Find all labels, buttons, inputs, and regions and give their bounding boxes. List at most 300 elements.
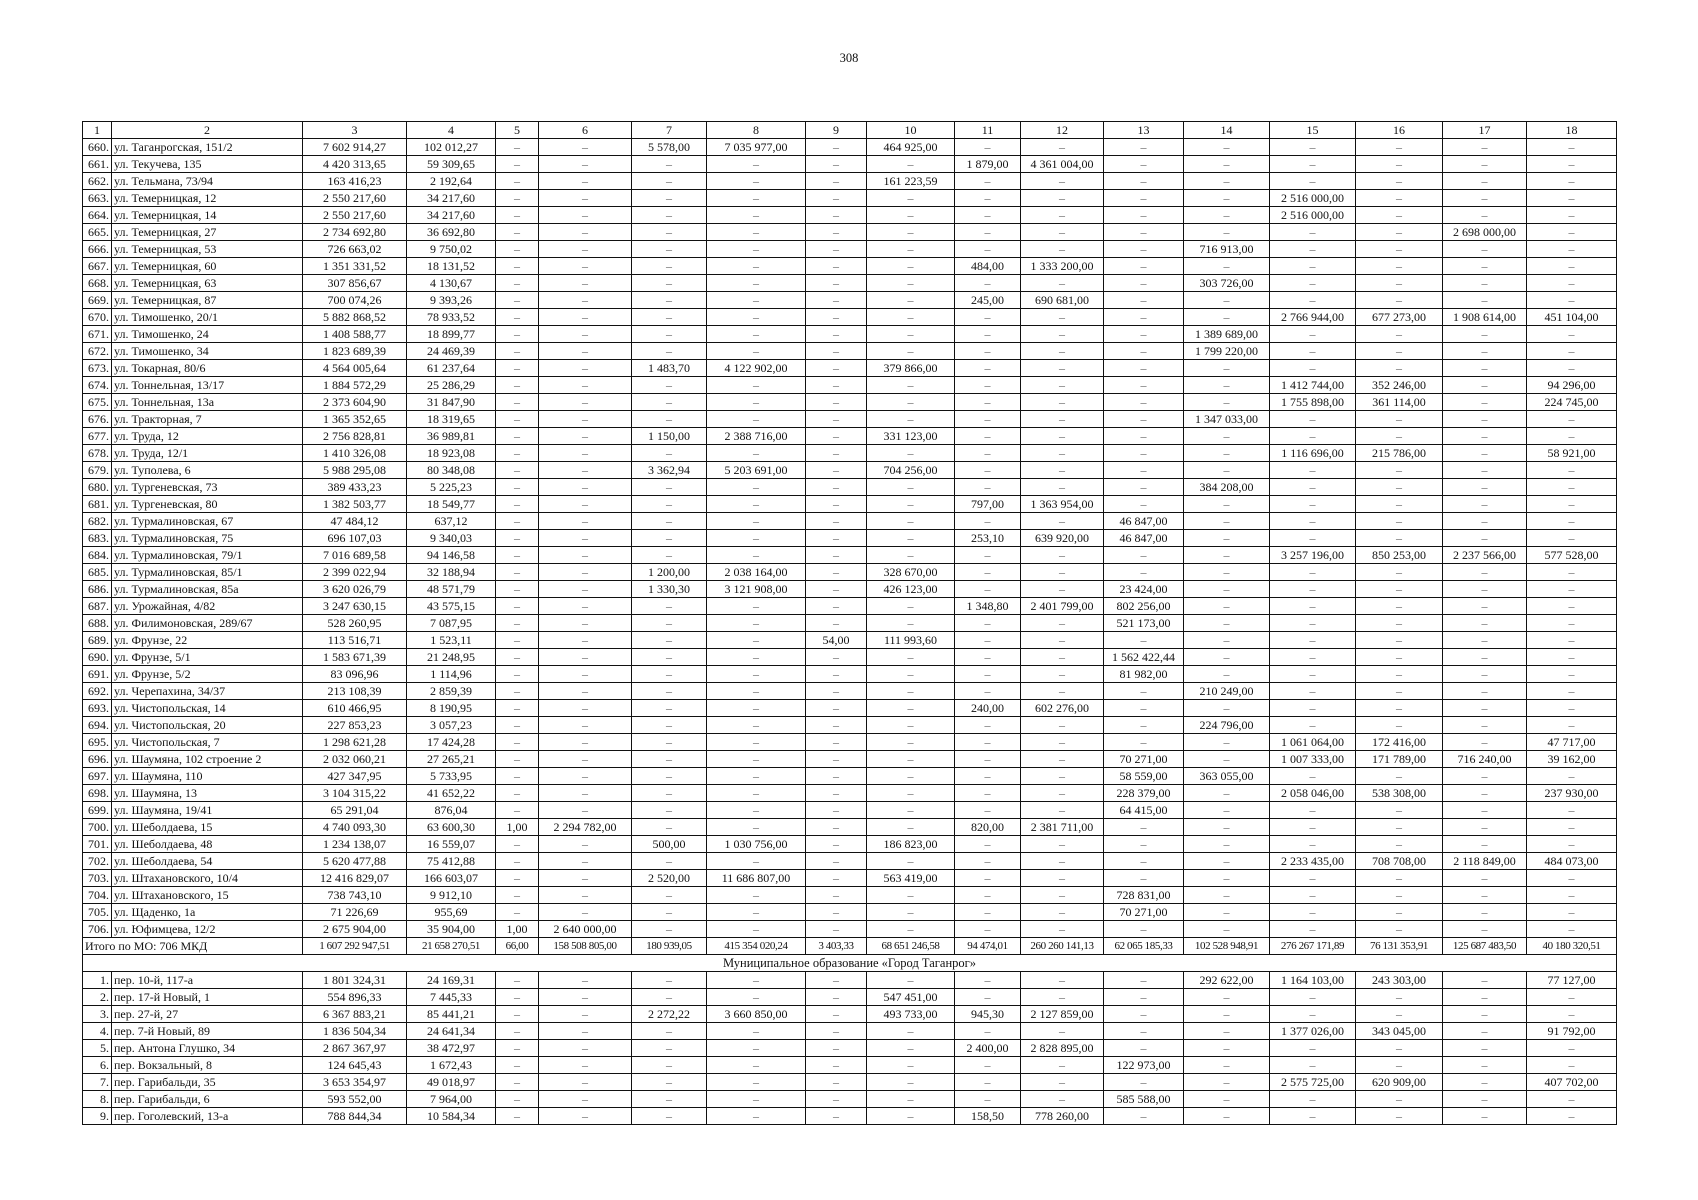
value-cell: 2 575 725,00 (1270, 1074, 1356, 1091)
value-cell: – (1021, 1074, 1104, 1091)
address-cell: ул. Шаумяна, 13 (112, 785, 303, 802)
value-cell: – (707, 666, 806, 683)
value-cell: 528 260,95 (303, 615, 407, 632)
value-cell: – (1356, 1091, 1443, 1108)
row-number-cell: 4. (83, 1023, 112, 1040)
value-cell: 2 640 000,00 (539, 921, 632, 938)
value-cell: – (1270, 564, 1356, 581)
address-cell: ул. Тимошенко, 20/1 (112, 309, 303, 326)
value-cell: – (806, 836, 867, 853)
address-cell: пер. Гоголевский, 13-а (112, 1108, 303, 1125)
value-cell: 639 920,00 (1021, 530, 1104, 547)
value-cell: 227 853,23 (303, 717, 407, 734)
value-cell: – (496, 853, 539, 870)
value-cell: – (539, 479, 632, 496)
value-cell: 554 896,33 (303, 989, 407, 1006)
value-cell: – (1356, 683, 1443, 700)
value-cell: – (632, 326, 707, 343)
value-cell: 18 549,77 (407, 496, 496, 513)
value-cell: – (632, 904, 707, 921)
value-cell: 9 393,26 (407, 292, 496, 309)
value-cell: – (1356, 802, 1443, 819)
value-cell: – (1104, 870, 1184, 887)
address-cell: ул. Тимошенко, 24 (112, 326, 303, 343)
value-cell: – (867, 207, 955, 224)
value-cell: – (496, 360, 539, 377)
column-header-13: 13 (1104, 122, 1184, 139)
value-cell: 1 483,70 (632, 360, 707, 377)
value-cell: – (1184, 734, 1270, 751)
value-cell: – (707, 343, 806, 360)
value-cell: – (1184, 700, 1270, 717)
value-cell: – (806, 904, 867, 921)
row-number-cell: 686. (83, 581, 112, 598)
value-cell: 32 188,94 (407, 564, 496, 581)
value-cell: 484 073,00 (1527, 853, 1617, 870)
value-cell: – (1356, 343, 1443, 360)
column-header-6: 6 (539, 122, 632, 139)
value-cell: – (1443, 581, 1527, 598)
value-cell: – (955, 632, 1021, 649)
row-number-cell: 8. (83, 1091, 112, 1108)
table-row (83, 513, 1617, 530)
value-cell: – (1527, 530, 1617, 547)
value-cell: – (539, 207, 632, 224)
value-cell: 1 234 138,07 (303, 836, 407, 853)
value-cell: – (1021, 972, 1104, 989)
value-cell: – (539, 717, 632, 734)
value-cell: – (539, 632, 632, 649)
value-cell: 158,50 (955, 1108, 1021, 1125)
value-cell: 7 016 689,58 (303, 547, 407, 564)
value-cell: 5 578,00 (632, 139, 707, 156)
value-cell: – (1184, 1023, 1270, 1040)
value-cell: – (806, 343, 867, 360)
value-cell: 54,00 (806, 632, 867, 649)
value-cell: – (955, 751, 1021, 768)
value-cell: – (539, 462, 632, 479)
value-cell: – (867, 921, 955, 938)
value-cell: – (1270, 768, 1356, 785)
value-cell: – (496, 173, 539, 190)
value-cell: – (806, 1023, 867, 1040)
value-cell: – (539, 292, 632, 309)
value-cell: – (1443, 989, 1527, 1006)
row-number-cell: 697. (83, 768, 112, 785)
value-cell: – (632, 547, 707, 564)
value-cell: – (1184, 173, 1270, 190)
value-cell: – (1527, 1091, 1617, 1108)
value-cell: – (632, 258, 707, 275)
value-cell: – (1021, 921, 1104, 938)
value-cell: – (1356, 989, 1443, 1006)
value-cell: 2 038 164,00 (707, 564, 806, 581)
value-cell: – (496, 632, 539, 649)
value-cell: – (955, 649, 1021, 666)
value-cell: – (806, 479, 867, 496)
value-cell: 2 058 046,00 (1270, 785, 1356, 802)
value-cell: 4 130,67 (407, 275, 496, 292)
value-cell: – (867, 190, 955, 207)
value-cell: – (1270, 598, 1356, 615)
value-cell: – (707, 887, 806, 904)
value-cell: – (1527, 836, 1617, 853)
value-cell: – (632, 649, 707, 666)
value-cell: – (1270, 649, 1356, 666)
value-cell: – (1104, 190, 1184, 207)
value-cell: 2 859,39 (407, 683, 496, 700)
value-cell: – (1443, 462, 1527, 479)
value-cell: – (707, 1023, 806, 1040)
value-cell: – (1443, 785, 1527, 802)
value-cell: – (707, 802, 806, 819)
value-cell: 955,69 (407, 904, 496, 921)
address-cell: ул. Шеболдаева, 48 (112, 836, 303, 853)
value-cell: – (1356, 292, 1443, 309)
value-cell: – (806, 802, 867, 819)
address-cell: ул. Турмалиновская, 85а (112, 581, 303, 598)
value-cell: – (1270, 292, 1356, 309)
value-cell: 24 469,39 (407, 343, 496, 360)
value-cell: – (1270, 1091, 1356, 1108)
value-cell: – (1356, 1040, 1443, 1057)
value-cell: – (632, 615, 707, 632)
table-row (83, 462, 1617, 479)
address-cell: пер. Антона Глушко, 34 (112, 1040, 303, 1057)
value-cell: 5 620 477,88 (303, 853, 407, 870)
address-cell: ул. Шеболдаева, 15 (112, 819, 303, 836)
value-cell: 36 989,81 (407, 428, 496, 445)
value-cell: – (707, 173, 806, 190)
value-cell: – (1021, 989, 1104, 1006)
value-cell: – (707, 224, 806, 241)
value-cell: – (1021, 462, 1104, 479)
value-cell: 9 912,10 (407, 887, 496, 904)
value-cell: 1 330,30 (632, 581, 707, 598)
value-cell: – (707, 479, 806, 496)
row-number-cell: 669. (83, 292, 112, 309)
value-cell: – (1104, 462, 1184, 479)
value-cell: 7 445,33 (407, 989, 496, 1006)
value-cell: – (1527, 224, 1617, 241)
table-row (83, 598, 1617, 615)
table-row (83, 887, 1617, 904)
value-cell: – (1443, 1040, 1527, 1057)
value-cell: 113 516,71 (303, 632, 407, 649)
value-cell: – (1527, 173, 1617, 190)
row-number-cell: 666. (83, 241, 112, 258)
value-cell: – (1356, 360, 1443, 377)
table-row (83, 445, 1617, 462)
value-cell: – (496, 887, 539, 904)
value-cell: – (1443, 972, 1527, 989)
value-cell: – (1356, 411, 1443, 428)
value-cell: 1 365 352,65 (303, 411, 407, 428)
table-row (83, 360, 1617, 377)
value-cell: – (1184, 887, 1270, 904)
value-cell: – (1184, 836, 1270, 853)
value-cell: 124 645,43 (303, 1057, 407, 1074)
value-cell: – (1443, 598, 1527, 615)
value-cell: 12 416 829,07 (303, 870, 407, 887)
value-cell: 71 226,69 (303, 904, 407, 921)
value-cell: – (1527, 496, 1617, 513)
value-cell: 31 847,90 (407, 394, 496, 411)
value-cell: 61 237,64 (407, 360, 496, 377)
value-cell: 6 367 883,21 (303, 1006, 407, 1023)
value-cell: 2 118 849,00 (1443, 853, 1527, 870)
address-cell: пер. Вокзальный, 8 (112, 1057, 303, 1074)
value-cell: – (707, 615, 806, 632)
value-cell: – (1104, 326, 1184, 343)
value-cell: 1 672,43 (407, 1057, 496, 1074)
value-cell: – (1104, 921, 1184, 938)
address-cell: ул. Таганрогская, 151/2 (112, 139, 303, 156)
row-number-cell: 667. (83, 258, 112, 275)
value-cell: – (539, 377, 632, 394)
value-cell: – (1527, 615, 1617, 632)
value-cell: 379 866,00 (867, 360, 955, 377)
row-number-cell: 670. (83, 309, 112, 326)
address-cell: ул. Темерницкая, 87 (112, 292, 303, 309)
value-cell: – (632, 734, 707, 751)
value-cell: 726 663,02 (303, 241, 407, 258)
value-cell: – (1184, 428, 1270, 445)
value-cell: – (496, 1074, 539, 1091)
column-header-16: 16 (1356, 122, 1443, 139)
value-cell: – (707, 768, 806, 785)
value-cell: – (632, 666, 707, 683)
value-cell: – (1527, 190, 1617, 207)
address-cell: ул. Турмалиновская, 67 (112, 513, 303, 530)
value-cell: 1 347 033,00 (1184, 411, 1270, 428)
value-cell: – (1527, 581, 1617, 598)
value-cell: – (955, 836, 1021, 853)
value-cell: – (1021, 836, 1104, 853)
address-cell: ул. Филимоновская, 289/67 (112, 615, 303, 632)
column-header-18: 18 (1527, 122, 1617, 139)
address-cell: ул. Тургеневская, 73 (112, 479, 303, 496)
value-cell: – (1443, 479, 1527, 496)
value-cell: 292 622,00 (1184, 972, 1270, 989)
value-cell: – (632, 190, 707, 207)
value-cell: – (496, 1057, 539, 1074)
value-cell: – (1021, 479, 1104, 496)
value-cell: 25 286,29 (407, 377, 496, 394)
value-cell: – (496, 462, 539, 479)
value-cell: – (1184, 581, 1270, 598)
value-cell: – (1104, 547, 1184, 564)
value-cell: – (1356, 530, 1443, 547)
value-cell: – (1021, 1057, 1104, 1074)
value-cell: – (1270, 258, 1356, 275)
value-cell: – (1021, 785, 1104, 802)
value-cell: – (1356, 615, 1443, 632)
value-cell: – (867, 853, 955, 870)
value-cell: 1 801 324,31 (303, 972, 407, 989)
value-cell: – (1270, 496, 1356, 513)
value-cell: – (539, 700, 632, 717)
value-cell: 521 173,00 (1104, 615, 1184, 632)
value-cell: – (806, 649, 867, 666)
value-cell: – (539, 734, 632, 751)
value-cell: – (867, 411, 955, 428)
value-cell: – (1104, 360, 1184, 377)
value-cell: – (707, 275, 806, 292)
table-row (83, 258, 1617, 275)
value-cell: – (707, 377, 806, 394)
address-cell: ул. Текучева, 135 (112, 156, 303, 173)
value-cell: – (1021, 768, 1104, 785)
value-cell: – (1184, 751, 1270, 768)
address-cell: ул. Урожайная, 4/82 (112, 598, 303, 615)
value-cell: – (1270, 802, 1356, 819)
value-cell: – (1104, 1074, 1184, 1091)
table-row (83, 173, 1617, 190)
value-cell: – (632, 598, 707, 615)
address-cell: ул. Тоннельная, 13/17 (112, 377, 303, 394)
value-cell: 70 271,00 (1104, 751, 1184, 768)
value-cell: – (955, 360, 1021, 377)
address-cell: ул. Чистопольская, 7 (112, 734, 303, 751)
row-number-cell: 696. (83, 751, 112, 768)
value-cell: – (1021, 445, 1104, 462)
table-row (83, 768, 1617, 785)
value-cell: 1 884 572,29 (303, 377, 407, 394)
value-cell: – (1021, 309, 1104, 326)
value-cell: – (1527, 989, 1617, 1006)
value-cell: – (1104, 156, 1184, 173)
value-cell: 464 925,00 (867, 139, 955, 156)
value-cell: 1 583 671,39 (303, 649, 407, 666)
value-cell: – (539, 1057, 632, 1074)
value-cell: – (496, 377, 539, 394)
value-cell: – (806, 734, 867, 751)
section-header-row (83, 955, 1617, 972)
value-cell: 18 899,77 (407, 326, 496, 343)
value-cell: – (1270, 870, 1356, 887)
value-cell: – (867, 394, 955, 411)
value-cell: – (707, 819, 806, 836)
value-cell: – (1021, 802, 1104, 819)
value-cell: – (955, 768, 1021, 785)
value-cell: – (632, 156, 707, 173)
value-cell: – (496, 870, 539, 887)
value-cell: – (1356, 768, 1443, 785)
value-cell: – (955, 853, 1021, 870)
total-value-cell: 3 403,33 (806, 938, 867, 955)
value-cell: 224 796,00 (1184, 717, 1270, 734)
value-cell: 1 562 422,44 (1104, 649, 1184, 666)
value-cell: – (1021, 513, 1104, 530)
row-number-cell: 5. (83, 1040, 112, 1057)
value-cell: 83 096,96 (303, 666, 407, 683)
section-title: Муниципальное образование «Город Таганрог» (83, 955, 1617, 972)
value-cell: – (1184, 802, 1270, 819)
value-cell: – (1527, 462, 1617, 479)
value-cell: – (867, 700, 955, 717)
value-cell: – (496, 479, 539, 496)
value-cell: – (1356, 649, 1443, 666)
value-cell: 500,00 (632, 836, 707, 853)
value-cell: 343 045,00 (1356, 1023, 1443, 1040)
table-row (83, 853, 1617, 870)
row-number-cell: 680. (83, 479, 112, 496)
value-cell: – (632, 275, 707, 292)
value-cell: – (707, 394, 806, 411)
table-row (83, 207, 1617, 224)
value-cell: – (1021, 564, 1104, 581)
value-cell: – (1021, 1023, 1104, 1040)
address-cell: ул. Черепахина, 34/37 (112, 683, 303, 700)
value-cell: 3 660 850,00 (707, 1006, 806, 1023)
value-cell: 166 603,07 (407, 870, 496, 887)
address-cell: ул. Турмалиновская, 79/1 (112, 547, 303, 564)
value-cell: 2 550 217,60 (303, 207, 407, 224)
value-cell: 361 114,00 (1356, 394, 1443, 411)
value-cell: 2 373 604,90 (303, 394, 407, 411)
value-cell: – (1184, 649, 1270, 666)
value-cell: 215 786,00 (1356, 445, 1443, 462)
value-cell: 46 847,00 (1104, 513, 1184, 530)
value-cell: – (1356, 700, 1443, 717)
value-cell: – (496, 785, 539, 802)
value-cell: 35 904,00 (407, 921, 496, 938)
value-cell: – (1104, 309, 1184, 326)
value-cell: – (1527, 564, 1617, 581)
column-header-12: 12 (1021, 122, 1104, 139)
value-cell: – (806, 462, 867, 479)
value-cell: – (1443, 360, 1527, 377)
address-cell: ул. Турмалиновская, 85/1 (112, 564, 303, 581)
table-body-main (83, 139, 1617, 938)
value-cell: 237 930,00 (1527, 785, 1617, 802)
value-cell: – (955, 275, 1021, 292)
value-cell: 2 516 000,00 (1270, 207, 1356, 224)
value-cell: – (806, 581, 867, 598)
value-cell: 7 602 914,27 (303, 139, 407, 156)
value-cell: 5 882 868,52 (303, 309, 407, 326)
value-cell: 2 675 904,00 (303, 921, 407, 938)
value-cell: 39 162,00 (1527, 751, 1617, 768)
value-cell: – (539, 1006, 632, 1023)
row-number-cell: 9. (83, 1108, 112, 1125)
value-cell: – (955, 445, 1021, 462)
value-cell: – (539, 972, 632, 989)
value-cell: 253,10 (955, 530, 1021, 547)
value-cell: 7 035 977,00 (707, 139, 806, 156)
value-cell: 5 733,95 (407, 768, 496, 785)
table-row (83, 411, 1617, 428)
value-cell: – (1104, 496, 1184, 513)
value-cell: 65 291,04 (303, 802, 407, 819)
value-cell: 171 789,00 (1356, 751, 1443, 768)
value-cell: – (867, 1074, 955, 1091)
table-row (83, 547, 1617, 564)
value-cell: – (496, 649, 539, 666)
address-cell: ул. Тракторная, 7 (112, 411, 303, 428)
value-cell: – (496, 428, 539, 445)
value-cell: – (867, 649, 955, 666)
value-cell: 9 750,02 (407, 241, 496, 258)
table-row (83, 394, 1617, 411)
value-cell: – (806, 989, 867, 1006)
value-cell: – (1443, 241, 1527, 258)
value-cell: – (1270, 700, 1356, 717)
value-cell: – (496, 972, 539, 989)
value-cell: 172 416,00 (1356, 734, 1443, 751)
value-cell: – (707, 904, 806, 921)
